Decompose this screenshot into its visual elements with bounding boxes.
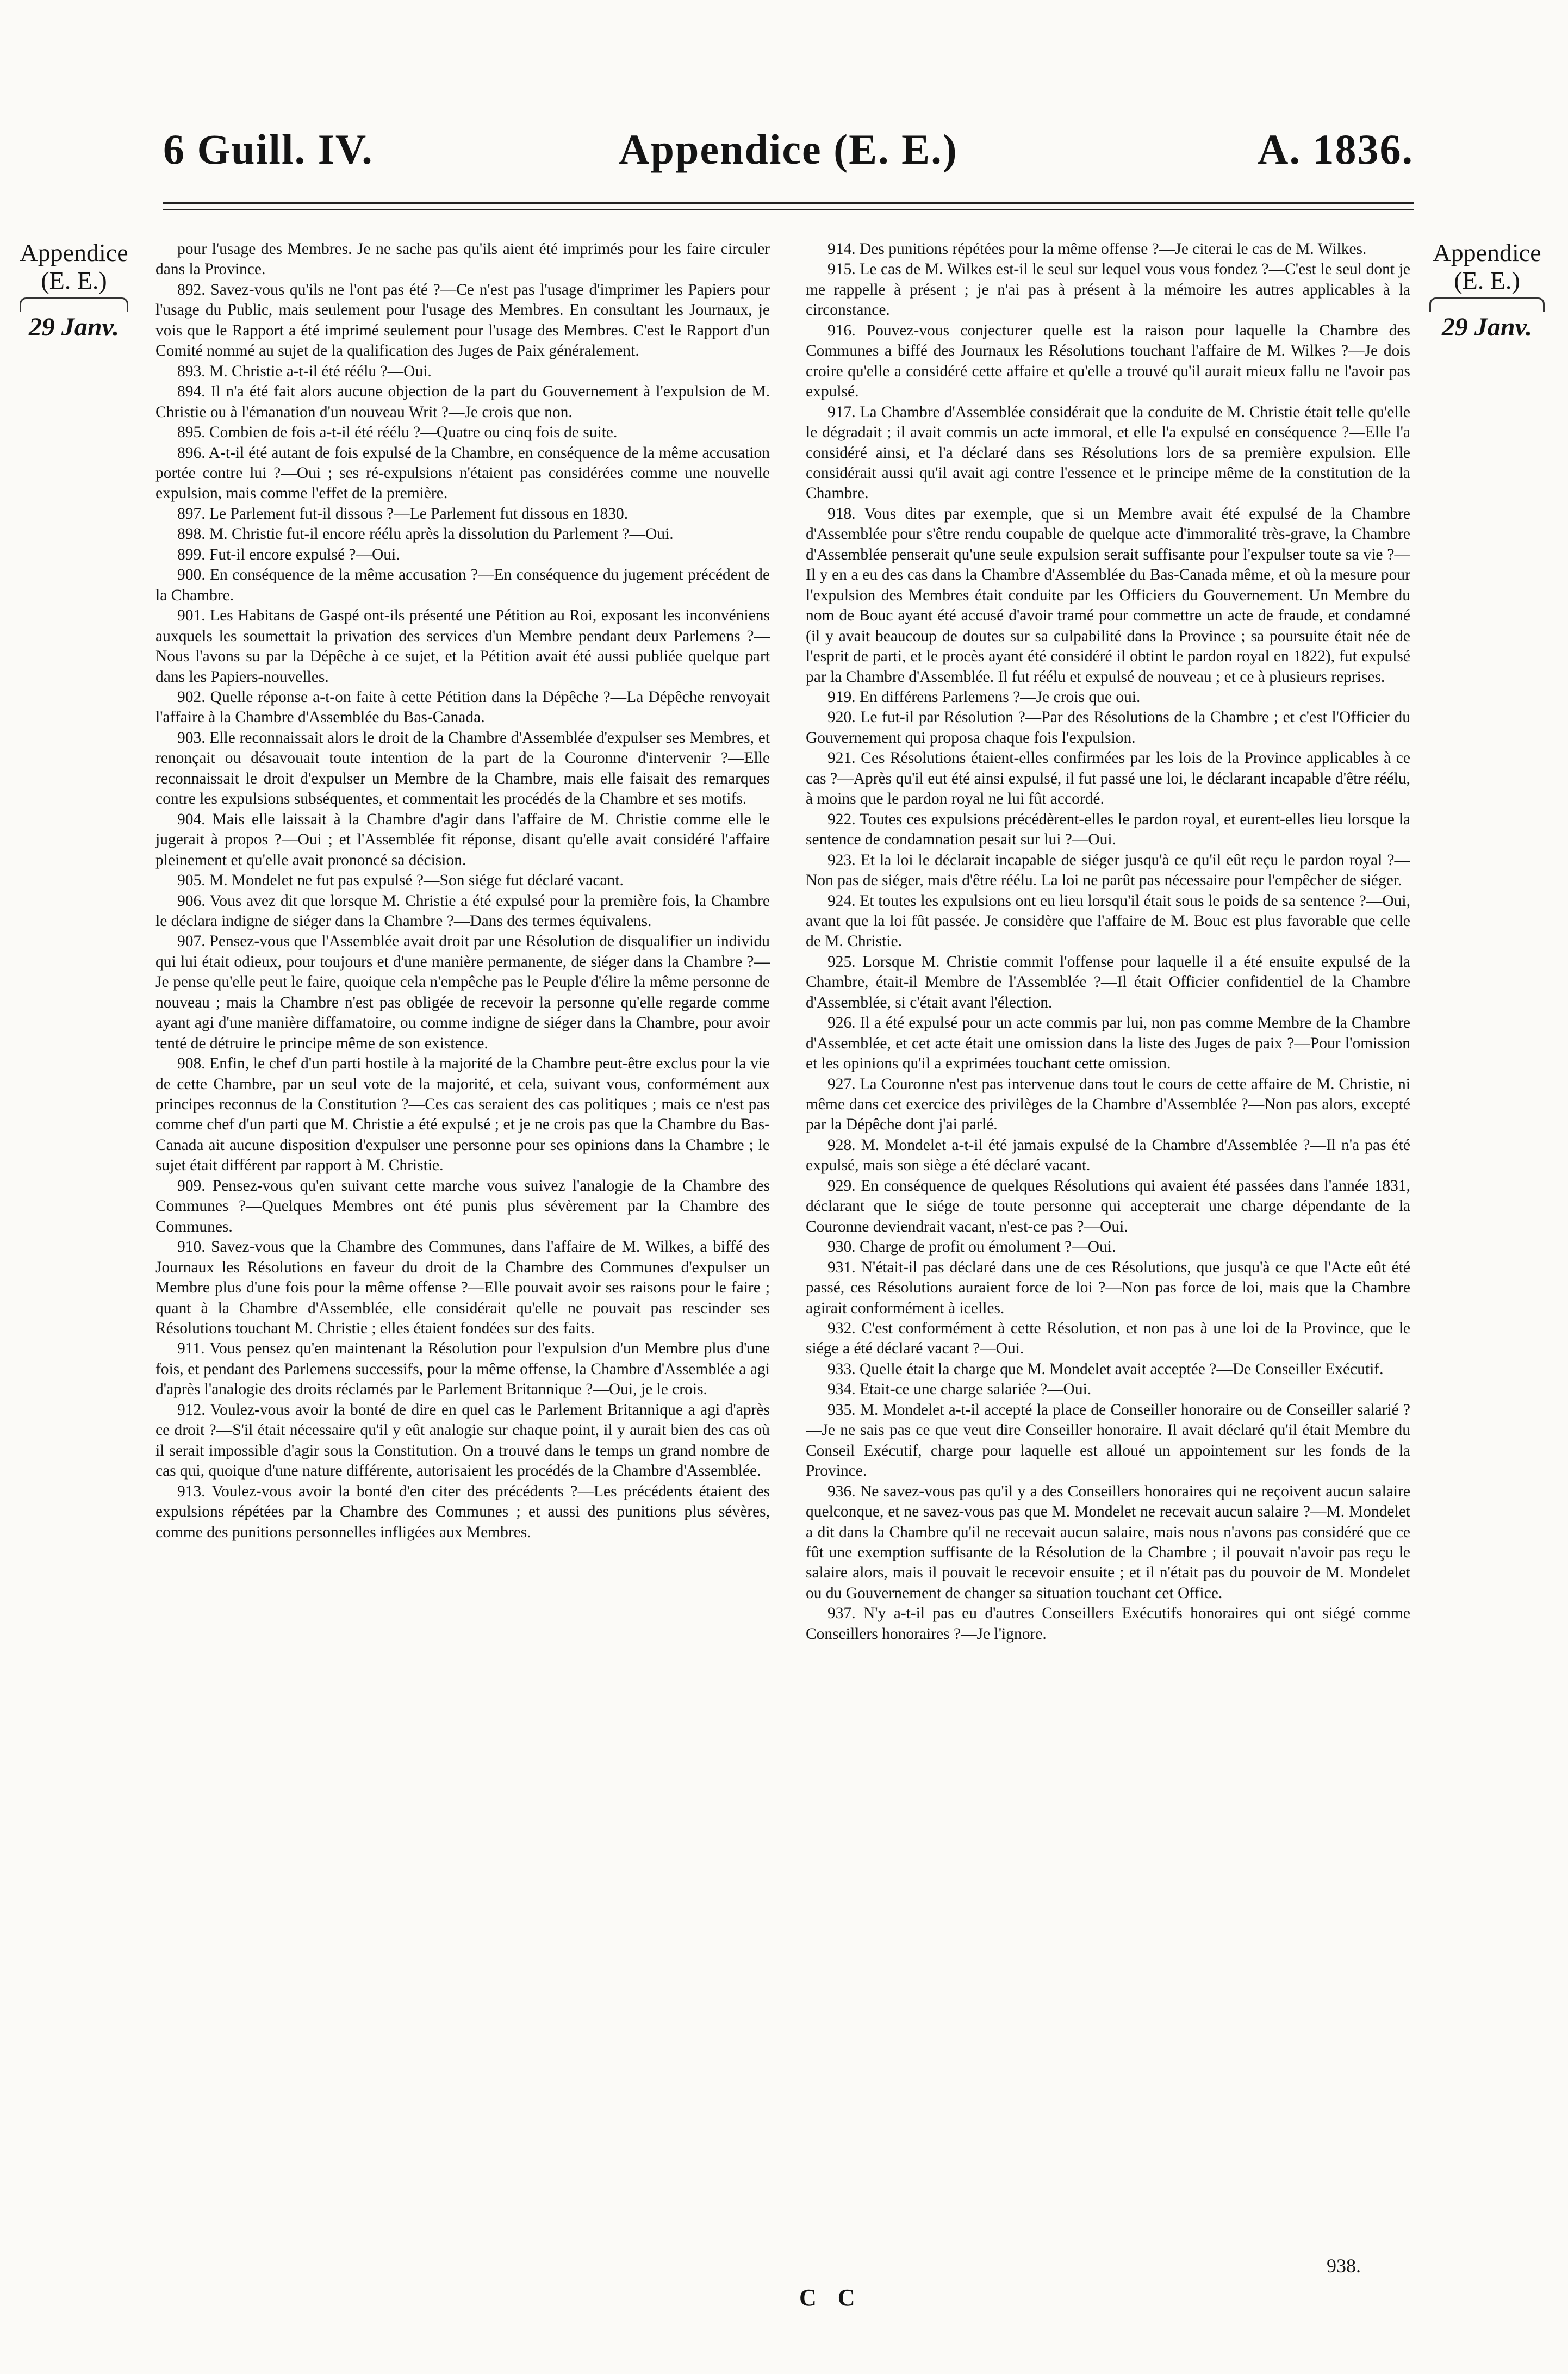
paragraph: 905. M. Mondelet ne fut pas expulsé ?—Son siége fut déclaré vacant. [177, 872, 624, 890]
paragraph: 893. M. Christie a-t-il été réélu ?—Oui. [177, 362, 432, 380]
paragraph: 913. Voulez-vous avoir la bonté d'en citer des précédents ?—Les précédents étaient des expulsions répétées par la Chambre des Communes ; et aussi des punitions plus sévères, comme des punitions personnelles infligées aux Membres. [155, 1482, 770, 1541]
paragraph: 912. Voulez-vous avoir la bonté de dire en quel cas le Parlement Britannique a agi d'après ce droit ?—S'il était nécessaire qu'il y eût analogie sur chaque point, il y aurait bien des cas où il serait impossible d'agir sous la Constitution. On a trouvé dans le temps un grand nombre de cas qui, quoique d'une nature différente, autorisaient les procédés de la Chambre d'Assemblée. [155, 1401, 770, 1480]
regnal-year: 6 Guill. IV. [163, 126, 374, 173]
paragraph: 910. Savez-vous que la Chambre des Communes, dans l'affaire de M. Wilkes, a biffé des Journaux les Résolutions en faveur du droit de la Chambre des Communes d'expulser un Membre plus d'une fois pour la même offense ?—Elle pouvait avoir ses raisons pour le faire ; quant à la Chambre d'Assemblée, elle considérait qu'elle ne pouvait pas rescinder ses Résolutions touchant M. Christie ; elles étaient fondées sur des faits. [155, 1238, 770, 1338]
paragraph: 923. Et la loi le déclarait incapable de siéger jusqu'à ce qu'il eût reçu le pardon royal ?—Non pas de siéger, mais d'être réélu. La loi ne parût pas nécessaire pour l'empêcher de siéger. [806, 851, 1410, 890]
signature-mark: C C [799, 2284, 863, 2311]
paragraph: 922. Toutes ces expulsions précédèrent-elles le pardon royal, et eurent-elles lieu lorsque la sentence de condamnation pesait sur lui ?—Oui. [806, 810, 1410, 849]
paragraph: 925. Lorsque M. Christie commit l'offense pour laquelle il a été ensuite expulsé de la Chambre, était-il Membre de l'Assemblée ?—Il était Officier confidentiel de la Chambre d'Assemblée, si c'était avant l'élection. [806, 953, 1410, 1011]
paragraph: 919. En différens Parlemens ?—Je crois que oui. [827, 688, 1141, 706]
margin-appendice: Appendice [20, 239, 128, 266]
paragraph: 894. Il n'a été fait alors aucune objection de la part du Gouvernement à l'expulsion de M. Christie ou à l'émanation d'un nouveau Writ ?—Je crois que non. [155, 383, 770, 421]
paragraph: 933. Quelle était la charge que M. Mondelet avait acceptée ?—De Conseiller Exécutif. [827, 1360, 1384, 1378]
paragraph: 911. Vous pensez qu'en maintenant la Résolution pour l'expulsion d'un Membre plus d'une fois, et pendant des Parlemens successifs, pour la même offense, la Chambre d'Assemblée a agi d'après l'analogie des droits réclamés par le Parlement Britannique ?—Oui, je le crois. [155, 1340, 770, 1399]
margin-section: (E. E.) [41, 266, 107, 294]
paragraph: 916. Pouvez-vous conjecturer quelle est la raison pour laquelle la Chambre des Communes a biffé des Journaux les Résolutions touchant l'affaire de M. Wilkes ?—Je dois croire qu'elle a considéré cette affaire et qu'elle a trouvé qu'il aurait mieux fallu ne l'avoir pas expulsé. [806, 321, 1410, 401]
paragraph: 930. Charge de profit ou émolument ?—Oui. [827, 1238, 1116, 1256]
paragraph: 895. Combien de fois a-t-il été réélu ?—Quatre ou cinq fois de suite. [177, 424, 618, 442]
paragraph: 906. Vous avez dit que lorsque M. Christie a été expulsé pour la première fois, la Chambre le déclara indigne de siéger dans la Chambre ?—Dans des termes équivalens. [155, 892, 770, 930]
margin-note-right [1414, 239, 1560, 342]
brace-icon [20, 297, 129, 312]
paragraph: 902. Quelle réponse a-t-on faite à cette Pétition dans la Dépêche ?—La Dépêche renvoyait l'affaire à la Chambre d'Assemblée du Bas-Canada. [155, 688, 770, 726]
paragraph: 932. C'est conformément à cette Résolution, et non pas à une loi de la Province, que le siége a été déclaré vacant ?—Oui. [806, 1320, 1410, 1358]
paragraph: 901. Les Habitans de Gaspé ont-ils présenté une Pétition au Roi, exposant les inconvéniens auxquels les soumettait la privation des services d'un Membre pendant deux Parlemens ?—Nous l'avons su par la Dépêche à ce sujet, et la Pétition avait été aussi publiée quelque part dans les Papiers-nouvelles. [155, 607, 770, 686]
paragraph: 917. La Chambre d'Assemblée considérait que la conduite de M. Christie était telle qu'elle le dégradait ; il avait commis un acte immoral, et elle l'a expulsé en conséquence ?—Elle l'a considéré ainsi, et l'a déclaré dans ses Résolutions lors de sa première expulsion. Elle considérait aussi qu'il avait agi contre l'essence et le principe même de la constitution de la Chambre. [806, 403, 1410, 502]
running-header [163, 125, 1414, 190]
header-rule-thin [163, 209, 1414, 210]
paragraph: 908. Enfin, le chef d'un parti hostile à la majorité de la Chambre peut-être exclus pour la vie de cette Chambre, par un seul vote de la majorité, et cela, suivant vous, conformément aux principes reconnus de la Constitution ?—Ces cas seraient des cas politiques ; mais ce n'est pas comme chef d'un parti que M. Christie a été expulsé ; et je ne crois pas que la Chambre du Bas-Canada ait aucune disposition d'expulser une personne pour ses opinions dans la Chambre ; le sujet était différent par rapport à M. Christie. [155, 1055, 770, 1174]
paragraph: 914. Des punitions répétées pour la même offense ?—Je citerai le cas de M. Wilkes. [827, 240, 1367, 258]
paragraph: 915. Le cas de M. Wilkes est-il le seul sur lequel vous vous fondez ?—C'est le seul dont je me rappelle à présent ; je n'ai pas à présent à la mémoire les autres applicables à la circonstance. [806, 260, 1410, 319]
paragraph: 926. Il a été expulsé pour un acte commis par lui, non pas comme Membre de la Chambre d'Assemblée, et cet acte était une omission dans la liste des Juges de paix ?—Pour l'omission et les opinions qu'il a exprimées touchant cette omission. [806, 1014, 1410, 1073]
header-rule [163, 202, 1414, 204]
catchword: 938. [1327, 2255, 1361, 2277]
paragraph: 892. Savez-vous qu'ils ne l'ont pas été ?—Ce n'est pas l'usage d'imprimer les Papiers pour l'usage du Public, mais seulement pour l'usage des Membres. En consultant les Journaux, je vois que le Rapport a été imprimé seulement pour l'usage des Membres. C'est le Rapport d'un Comité nommé au sujet de la qualification des Juges de Paix généralement. [155, 281, 770, 360]
paragraph: 920. Le fut-il par Résolution ?—Par des Résolutions de la Chambre ; et c'est l'Officier du Gouvernement qui proposa chaque fois l'expulsion. [806, 709, 1410, 747]
margin-section: (E. E.) [1454, 266, 1520, 294]
paragraph: 900. En conséquence de la même accusation ?—En conséquence du jugement précédent de la Chambre. [155, 566, 770, 604]
paragraph: 936. Ne savez-vous pas qu'il y a des Conseillers honoraires qui ne reçoivent aucun salaire quelconque, et ne savez-vous pas que M. Mondelet ne recevait aucun salaire ?—M. Mondelet a dit dans la Chambre qu'il ne recevait aucun salaire, mais nous n'avons pas considéré que ce fût une exemption suffisante de la Résolution de la Chambre ; il pouvait n'avoir pas reçu le salaire alors, mais il pouvait le recevoir ensuite ; et il n'était pas du pouvoir de M. Mondelet ou du Gouvernement de changer sa situation touchant cet Office. [806, 1482, 1410, 1602]
paragraph: 928. M. Mondelet a-t-il été jamais expulsé de la Chambre d'Assemblée ?—Il n'a pas été expulsé, mais son siège a été déclaré vacant. [806, 1136, 1410, 1174]
margin-date: 29 Janv. [1441, 313, 1533, 342]
margin-note-left [4, 239, 144, 342]
paragraph: 927. La Couronne n'est pas intervenue dans tout le cours de cette affaire de M. Christie, ni même dans cet exercice des privilèges de la Chambre d'Assemblée ?—Non pas alors, excepté par la Dépêche dont j'ai parlé. [806, 1075, 1410, 1134]
brace-icon [1429, 297, 1544, 312]
paragraph: 934. Etait-ce une charge salariée ?—Oui. [827, 1381, 1092, 1399]
paragraph: 935. M. Mondelet a-t-il accepté la place de Conseiller honoraire ou de Conseiller salarié ?—Je ne sais pas ce que veut dire Conseiller honoraire. Il avait déclaré qu'il était Membre du Conseil Exécutif, charge pour laquelle est alloué un appointement sur les fonds de la Province. [806, 1401, 1410, 1480]
paragraph: 904. Mais elle laissait à la Chambre d'agir dans l'affaire de M. Christie comme elle le jugerait à propos ?—Oui ; et l'Assemblée fit réponse, disant qu'elle avait considéré l'affaire pleinement et qu'elle avait prononcé sa décision. [155, 810, 770, 869]
paragraph: 918. Vous dites par exemple, que si un Membre avait été expulsé de la Chambre d'Assemblée pour s'être rendu coupable de quelque acte d'immoralité très-grave, la Chambre d'Assemblée penserait qu'une seule expulsion serait suffisante pour l'expulser toute sa vie ?—Il y en a eu des cas dans la Chambre d'Assemblée du Bas-Canada même, et où la mesure pour l'expulsion des Membres était conduite par les Officiers du Gouvernement. Un Membre du nom de Bouc ayant été accusé d'avoir tramé pour commettre un acte de fraude, et condamné (il y avait beaucoup de doutes sur sa culpabilité dans la Province ; sa poursuite était née de l'esprit de parti, et le procès ayant été considéré il obtint le pardon royal en 1822), fut expulsé par la Chambre d'Assemblée. Il fut réélu et expulsé de nouveau ; et ce à plusieurs reprises. [806, 505, 1410, 686]
paragraph: 921. Ces Résolutions étaient-elles confirmées par les lois de la Province applicables à ce cas ?—Après qu'il eut été ainsi expulsé, il fut passé une loi, le déclarant incapable d'être réélu, à moins que le pardon royal ne lui fût accordé. [806, 749, 1410, 808]
paragraph: 896. A-t-il été autant de fois expulsé de la Chambre, en conséquence de la même accusation portée contre lui ?—Oui ; ses ré-expulsions n'étaient pas considérées comme une nouvelle expulsion, mais comme l'effet de la première. [155, 444, 770, 502]
paragraph: 937. N'y a-t-il pas eu d'autres Conseillers Exécutifs honoraires qui ont siégé comme Conseillers honoraires ?—Je l'ignore. [806, 1605, 1410, 1643]
left-column [155, 239, 770, 2251]
paragraph: 924. Et toutes les expulsions ont eu lieu lorsqu'il était sous le poids de sa sentence ?—Oui, avant que la loi fût passée. Je considère que l'affaire de M. Bouc est plus favorable que celle de M. Christie. [806, 892, 1410, 950]
year: A. 1836. [1258, 126, 1414, 173]
paragraph: 899. Fut-il encore expulsé ?—Oui. [177, 545, 400, 563]
page-title: Appendice (E. E.) [619, 126, 958, 173]
right-column [806, 239, 1410, 2251]
paragraph: 929. En conséquence de quelques Résolutions qui avaient été passées dans l'année 1831, déclarant que le siége de toute personne qui accepterait une charge dépendante de la Couronne deviendrait vacant, n'est-ce pas ?—Oui. [806, 1177, 1410, 1235]
margin-appendice: Appendice [1433, 239, 1541, 266]
paragraph: 897. Le Parlement fut-il dissous ?—Le Parlement fut dissous en 1830. [177, 505, 629, 523]
paragraph: 903. Elle reconnaissait alors le droit de la Chambre d'Assemblée d'expulser ses Membres, et renonçait ou désavouait toute intention de la part de la Couronne d'intervenir ?—Elle reconnaissait le droit d'expulser un Membre de la Chambre, mais elle faisait des remarques contre les expulsions subséquentes, et commentait les procédés de la Chambre et ses motifs. [155, 729, 770, 808]
paragraph: 898. M. Christie fut-il encore réélu après la dissolution du Parlement ?—Oui. [177, 525, 674, 543]
paragraph: pour l'usage des Membres. Je ne sache pas qu'ils aient été imprimés pour les faire circuler dans la Province. [155, 240, 770, 278]
paragraph: 931. N'était-il pas déclaré dans une de ces Résolutions, que jusqu'à ce que l'Acte eût été passé, ces Résolutions auraient force de loi ?—Non pas force de loi, mais que la Chambre agirait conformément à icelles. [806, 1258, 1410, 1317]
margin-date: 29 Janv. [28, 313, 120, 342]
paragraph: 909. Pensez-vous qu'en suivant cette marche vous suivez l'analogie de la Chambre des Communes ?—Quelques Membres ont été punis plus sévèrement par la Chambre des Communes. [155, 1177, 770, 1235]
paragraph: 907. Pensez-vous que l'Assemblée avait droit par une Résolution de disqualifier un individu qui lui était odieux, pour toujours et d'une manière permanente, de siéger dans la Chambre ?—Je pense qu'elle peut le faire, quoique cela n'empêche pas le Peuple d'élire la même personne de nouveau ; mais la Chambre n'est pas obligée de recevoir la personne qu'elle regarde comme ayant agi d'une manière diffamatoire, ou comme indigne de siéger dans la Chambre, pour avoir tenté de détruire le principe même de son existence. [155, 933, 770, 1052]
